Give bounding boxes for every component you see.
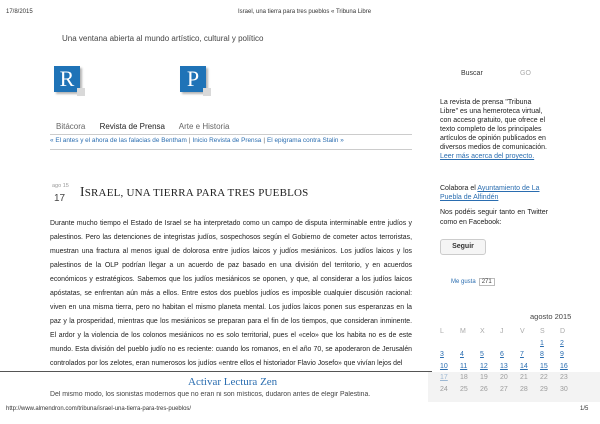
calendar-day (520, 338, 540, 350)
calendar-day-link[interactable]: 11 (460, 362, 468, 370)
calendar-week-row (440, 361, 580, 373)
calendar-day-link[interactable]: 14 (520, 362, 528, 370)
calendar-day-link[interactable]: 6 (500, 351, 504, 359)
related-divider (50, 149, 412, 150)
next-post-link[interactable]: El epigrama contra Stalin » (267, 137, 344, 144)
related-links (50, 137, 410, 144)
calendar-day (480, 338, 500, 350)
about-text (440, 98, 548, 161)
tab-revista-de-prensa[interactable]: Revista de Prensa (99, 122, 165, 131)
collab-prefix: Colabora el (440, 185, 478, 192)
calendar-day-link[interactable]: 10 (440, 362, 448, 370)
collab-link[interactable]: Ayuntamiento de La Puebla de Alfindén (440, 185, 540, 201)
weekday-header: V (520, 328, 525, 336)
nav-tabs (56, 122, 241, 131)
logo-p-tile[interactable]: P (180, 66, 206, 92)
calendar-day-link[interactable]: 2 (560, 339, 564, 347)
calendar-weekdays-row (440, 326, 580, 338)
calendar-day-link[interactable]: 5 (480, 351, 484, 359)
post-title[interactable] (80, 184, 309, 200)
nav-divider (50, 134, 412, 135)
tab-arte-e-historia[interactable]: Arte e Historia (178, 122, 230, 131)
calendar-overlay (428, 372, 600, 402)
calendar-month-label: agosto 2015 (530, 312, 572, 321)
calendar-day (460, 338, 480, 350)
calendar-day-link[interactable]: 3 (440, 351, 444, 359)
logo-r-tile[interactable]: R (54, 66, 80, 92)
weekday-header: S (540, 328, 545, 336)
facebook-like[interactable] (451, 278, 495, 286)
calendar-day-link[interactable]: 15 (540, 362, 548, 370)
about-description: La revista de prensa "Tribuna Libre" es una hemeroteca virtual, con acceso gratuito, que ofrece el texto completo de los principales artículos de opinión publicados en diversos medios de comunicación. (440, 99, 547, 151)
calendar-week-row (440, 338, 580, 350)
link-separator: | (263, 137, 266, 144)
go-button[interactable]: GO (520, 70, 531, 77)
prev-post-link[interactable]: « El antes y el ahora de las falacias de Bentham (50, 137, 187, 144)
calendar-day-link[interactable]: 1 (540, 339, 544, 347)
calendar-day-link[interactable]: 7 (520, 351, 524, 359)
calendar-day-link[interactable]: 8 (540, 351, 544, 359)
follow-button[interactable]: Seguir (440, 239, 486, 255)
weekday-header: M (460, 328, 466, 336)
home-link[interactable]: Inicio Revista de Prensa (192, 137, 262, 144)
collab-text (440, 184, 548, 202)
calendar-day-link[interactable]: 12 (480, 362, 488, 370)
calendar-day (440, 338, 460, 350)
weekday-header: L (440, 328, 444, 336)
post-date-month: ago 15 (52, 183, 69, 189)
footer-page-number: 1/5 (580, 406, 589, 412)
post-date-day: 17 (54, 193, 66, 204)
calendar-week-row (440, 349, 580, 361)
post-body (50, 217, 412, 371)
post-cut-line: Del mismo modo, los sionistas modernos que no eran ni son místicos, dudaron antes de elegir Palestina. (50, 391, 371, 398)
post-paragraph: Durante mucho tiempo el Estado de Israel se ha interpretado como un campo de disputa interminable entre judíos y palestinos. Pero las detenciones de integristas judíos, sospechosos según el Gobierno de cometer actos terroristas, muestran una fractura al menos igual de dolorosa entre judíos laicos y judíos mesiánicos. Los judíos laicos y los palestinos de la OLP podrían llegar a un acuerdo de paz basado en una división del territorio, y en acuerdos económicos y estratégicos. Sabemos que los judíos mesiánicos se oponen, y que, al considerar a los judíos laicos apóstatas, se enfrentan aún más a ellos. Entre estos dos pueblos judíos es imposible cualquier discusión racional: viven en una misma tierra, pero no habitan el mismo planeta mental. Los judíos laicos ponen sus esperanzas en la paz y la prosperidad, mientras que los mesiánicos se preparan para el fin de los tiempos, que consideran inminente. El ardor y la violencia de los colonos mesiánicos no es solo territorial, pues el «celo» que los habita no es de este mundo. Esta división del pueblo judío no es reciente: cuando los romanos, en el año 70, se apoderaron de Jerusalén controlados por los zelotes, eran numerosos los judíos «entre ellos el historiador Flavio Josefo» que vivían lejos del (50, 220, 412, 367)
link-separator: | (188, 137, 191, 144)
search-label[interactable]: Buscar (461, 70, 483, 77)
zen-reading-link[interactable]: Activar Lectura Zen (188, 376, 278, 388)
footer-url: http://www.almendron.com/tribuna/israel-una-tierra-para-tres-pueblos/ (6, 406, 192, 412)
follow-text: Nos podéis seguir tanto en Twitter como en Facebook: (440, 209, 548, 226)
calendar-day-link[interactable]: 4 (460, 351, 464, 359)
calendar-day-link[interactable]: 16 (560, 362, 568, 370)
about-link[interactable]: Leer más acerca del proyecto. (440, 153, 535, 160)
site-tagline: Una ventana abierta al mundo artístico, cultural y político (62, 34, 264, 43)
weekday-header: J (500, 328, 504, 336)
calendar-day-link[interactable]: 9 (560, 351, 564, 359)
print-date: 17/8/2015 (6, 9, 33, 15)
post-title-rest: SRAEL, UNA TIERRA PARA TRES PUEBLOS (84, 187, 309, 199)
tab-bitacora[interactable]: Bitácora (56, 122, 86, 131)
calendar-day (500, 338, 520, 350)
weekday-header: X (480, 328, 485, 336)
post-title-initial: I (80, 184, 85, 199)
facebook-like-label[interactable]: Me gusta (451, 279, 476, 285)
weekday-header: D (560, 328, 566, 336)
calendar-day-link[interactable]: 13 (500, 362, 508, 370)
facebook-like-count: 271 (479, 278, 495, 286)
print-page-title: Israel, una tierra para tres pueblos « Tribuna Libre (238, 9, 372, 15)
